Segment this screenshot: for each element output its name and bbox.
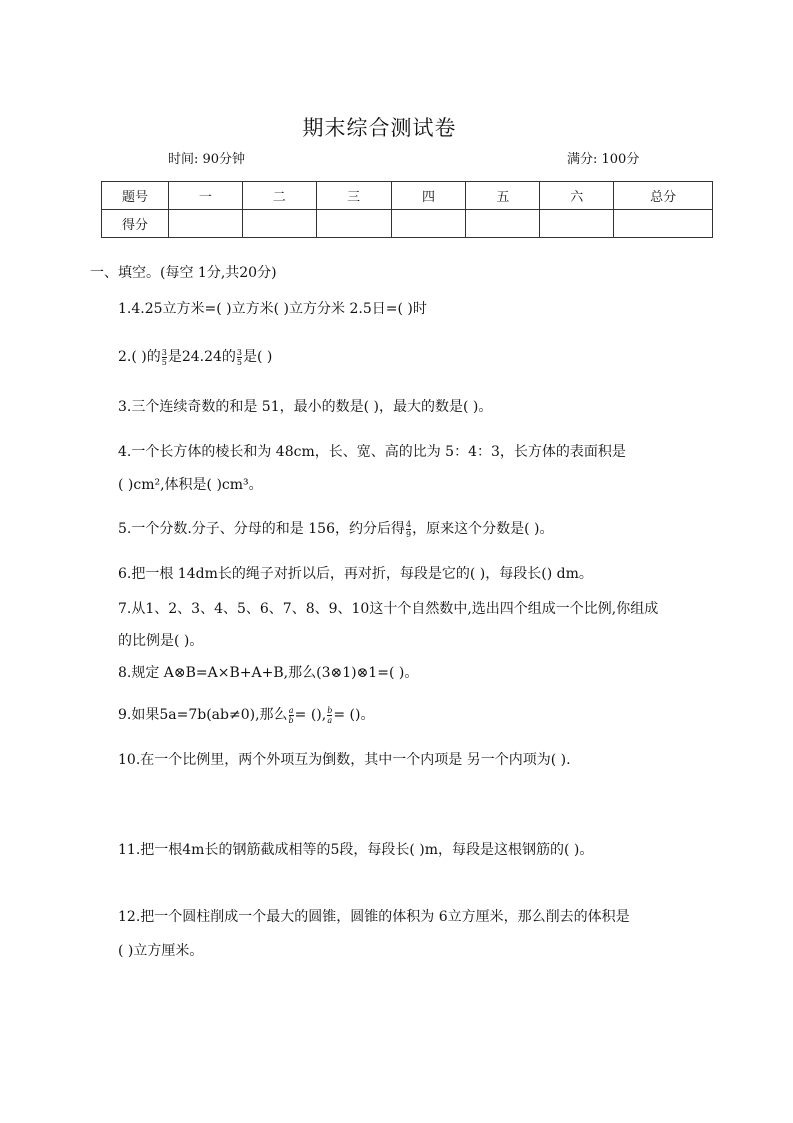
q9-text-a: 9.如果5a=7b(ab≠0),那么 <box>118 707 288 723</box>
score-header-cell: 题号 <box>102 182 169 210</box>
score-cell <box>466 210 540 238</box>
q5-frac-denominator: 9 <box>405 529 412 539</box>
title-text: 期末综合测试卷 <box>302 116 457 140</box>
score-header-cell: 总分 <box>614 182 713 210</box>
question-11: 11.把一根4m长的钢筋截成相等的5段，每段长( )m，每段是这根钢筋的( )。 <box>118 842 594 858</box>
q2-frac1-numerator: 3 <box>161 347 167 357</box>
q9-frac1-numerator: a <box>288 705 294 715</box>
question-4-line-1: 4.一个长方体的棱长和为 48cm，长、宽、高的比为 5：4：3，长方体的表面积是 <box>118 444 626 460</box>
score-header-cell: 三 <box>316 182 391 210</box>
q9-fraction-1 <box>289 706 294 725</box>
score-cell <box>391 210 466 238</box>
score-cell <box>614 210 713 238</box>
exam-time: 时间: 90分钟 <box>168 152 246 167</box>
question-8: 8.规定 A⊗B=A×B+A+B,那么(3⊗1)⊗1=( )。 <box>118 665 419 681</box>
question-1: 1.4.25立方米=( )立方米( )立方分米 2.5日=( )时 <box>118 301 427 317</box>
question-2 <box>118 341 272 373</box>
q2-text-b: 是24.24的 <box>167 349 236 365</box>
score-header-cell: 四 <box>391 182 466 210</box>
question-12-line-1: 12.把一个圆柱削成一个最大的圆锥，圆锥的体积为 6立方厘米，那么削去的体积是 <box>118 909 630 925</box>
q2-frac2-denominator: 5 <box>236 357 243 367</box>
q2-text-c: 是( ) <box>243 349 273 365</box>
q9-frac2-numerator: b <box>327 705 333 715</box>
q2-text-a: 2.( )的 <box>118 349 161 365</box>
score-cell <box>168 210 242 238</box>
q5-fraction <box>406 520 411 539</box>
score-row-label: 得分 <box>102 210 169 238</box>
score-table <box>101 181 713 238</box>
question-7-line-2: 的比例是( )。 <box>118 633 204 649</box>
q9-frac1-denominator: b <box>288 715 294 725</box>
question-10: 10.在一个比例里，两个外项互为倒数，其中一个内项是 另一个内项为( ). <box>118 752 571 768</box>
question-3: 3.三个连续奇数的和是 51，最小的数是( )，最大的数是( )。 <box>118 399 493 415</box>
score-cell <box>242 210 316 238</box>
score-header-cell: 五 <box>466 182 540 210</box>
question-7-line-1: 7.从1、2、3、4、5、6、7、8、9、10这十个自然数中,选出四个组成一个比例,你组成 <box>118 601 659 617</box>
page-title <box>0 112 793 142</box>
question-4-line-2: ( )cm²,体积是( )cm³。 <box>118 477 263 493</box>
q9-text-c: = ()。 <box>333 707 375 723</box>
q5-frac-numerator: 4 <box>405 519 412 529</box>
score-header-cell: 六 <box>540 182 614 210</box>
score-cell <box>316 210 391 238</box>
score-header-cell: 二 <box>242 182 316 210</box>
score-header-cell: 一 <box>168 182 242 210</box>
section-heading: 一、填空。(每空 1分,共20分) <box>90 265 277 281</box>
question-5 <box>118 513 553 545</box>
q5-text-b: ，原来这个分数是( )。 <box>412 521 554 537</box>
q2-frac2-numerator: 3 <box>236 347 243 357</box>
score-table-header-row <box>102 182 713 210</box>
question-9 <box>118 699 374 731</box>
q9-fraction-2 <box>327 706 332 725</box>
score-table-score-row <box>102 210 713 238</box>
question-6: 6.把一根 14dm长的绳子对折以后，再对折，每段是它的( )，每段长() dm。 <box>118 566 593 582</box>
q9-text-b: = (), <box>294 707 327 723</box>
full-score: 满分: 100分 <box>567 152 640 167</box>
q2-fraction-1 <box>162 348 167 367</box>
q5-text-a: 5.一个分数.分子、分母的和是 156，约分后得 <box>118 521 405 537</box>
question-12-line-2: ( )立方厘米。 <box>118 943 204 959</box>
score-cell <box>540 210 614 238</box>
q9-frac2-denominator: a <box>327 715 333 725</box>
q2-fraction-2 <box>237 348 242 367</box>
q2-frac1-denominator: 5 <box>161 357 167 367</box>
